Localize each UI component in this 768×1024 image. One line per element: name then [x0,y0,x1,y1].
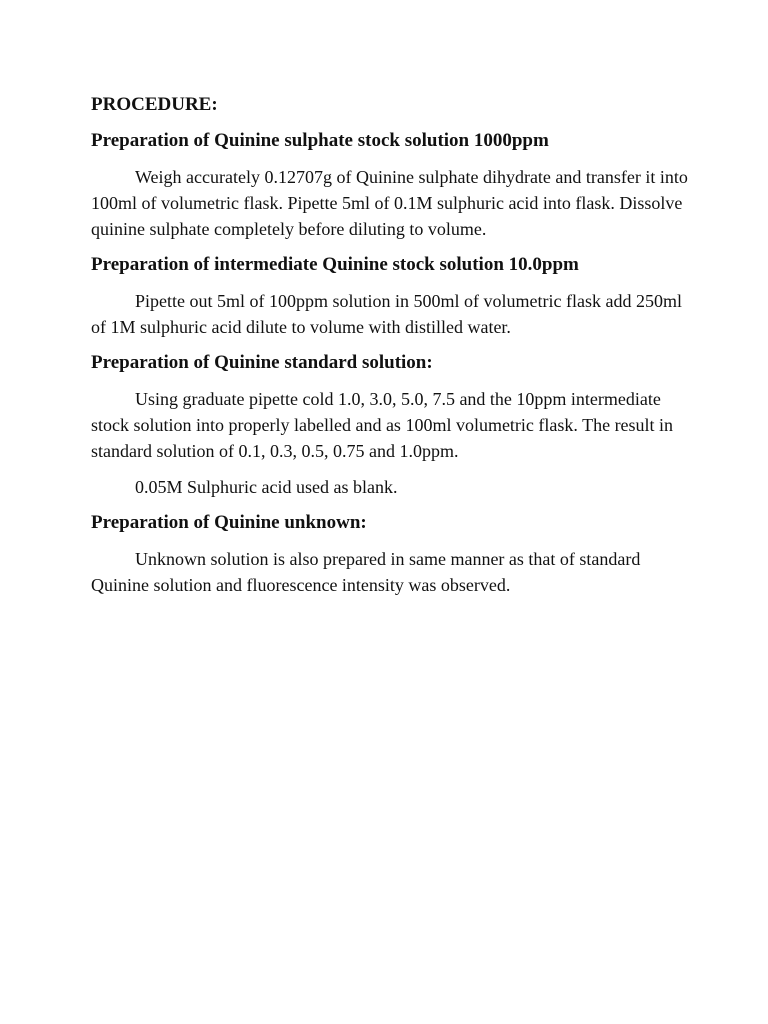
section-paragraph: Weigh accurately 0.12707g of Quinine sulphate dihydrate and transfer it into 100ml of volumetric flask. Pipette 5ml of 0.1M sulphuric acid into flask. Dissolve quinine sulphate completely before diluting to volume. [91,167,688,239]
document-page [91,92,691,608]
section-heading-stock-solution: Preparation of Quinine sulphate stock solution 1000ppm [91,130,549,151]
section-paragraph: 0.05M Sulphuric acid used as blank. [135,477,398,497]
section-heading-standard-solution: Preparation of Quinine standard solution: [91,352,433,373]
section-paragraph: Pipette out 5ml of 100ppm solution in 500ml of volumetric flask add 250ml of 1M sulphuric acid dilute to volume with distilled water. [91,291,682,337]
section-heading-intermediate-solution: Preparation of intermediate Quinine stock solution 10.0ppm [91,254,579,275]
document-title: PROCEDURE: [91,94,218,115]
section-heading-unknown: Preparation of Quinine unknown: [91,512,367,533]
section-paragraph: Unknown solution is also prepared in same manner as that of standard Quinine solution and fluorescence intensity was observed. [91,549,641,595]
section-paragraph: Using graduate pipette cold 1.0, 3.0, 5.0, 7.5 and the 10ppm intermediate stock solution into properly labelled and as 100ml volumetric flask. The result in standard solution of 0.1, 0.3, 0.5, 0.75 and 1.0ppm. [91,389,674,461]
